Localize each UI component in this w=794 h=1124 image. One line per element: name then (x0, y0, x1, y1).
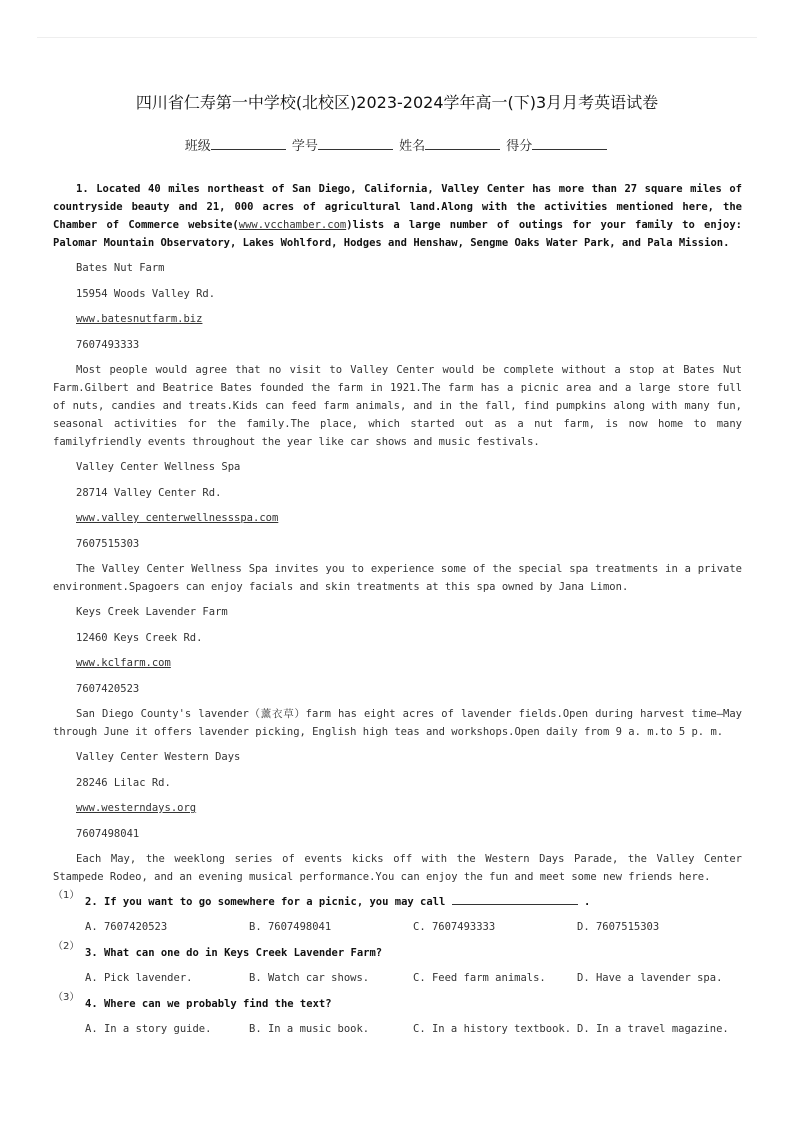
option-c[interactable]: C. Feed farm animals. (413, 972, 546, 984)
class-label: 班级 (184, 139, 211, 154)
question-2 (53, 941, 742, 993)
place-website (53, 310, 742, 336)
place-phone: 7607420523 (76, 682, 140, 695)
page-title: 四川省仁寿第一中学校(北校区)2023-2024学年高一(下)3月月考英语试卷 (135, 93, 659, 112)
question-1 (53, 890, 742, 942)
place-address: 12460 Keys Creek Rd. (76, 631, 203, 644)
place-lavender-farm (53, 603, 742, 741)
place-description: The Valley Center Wellness Spa invites you to experience some of the special spa treatments in a private environment.Spagoers can enjoy facials and skin treatments at this spa owned by Jana Limon. (53, 563, 742, 593)
question-number: （3） (53, 992, 80, 1003)
place-description: Most people would agree that no visit to Valley Center would be complete without a stop at Bates Nut Farm.Gilbert and Beatrice Bates founded the farm in 1921.The farm has a picnic area and a large store full of nuts, candies and treats.Kids can feed farm animals, and in the fall, find pumpkins along with many fun, seasonal activities for the family.The place, which started out as a nut farm, is now home to many familyfriendly events throughout the year like car shows and music festivals. (53, 364, 742, 448)
student-number-blank[interactable] (318, 137, 393, 150)
question-text: 2. If you want to go somewhere for a picnic, you may call . (85, 896, 591, 908)
place-name: Valley Center Wellness Spa (76, 461, 241, 473)
score-label: 得分 (506, 139, 533, 154)
option-list (53, 918, 742, 942)
option-list (53, 969, 742, 993)
place-name: Bates Nut Farm (76, 262, 165, 274)
student-info-line (0, 135, 794, 154)
place-bates-nut-farm (53, 259, 742, 451)
name-blank[interactable] (425, 137, 500, 150)
place-website-link[interactable]: www.valley centerwellnessspa.com (76, 512, 279, 524)
option-d[interactable]: D. Have a lavender spa. (577, 972, 723, 984)
place-website-link[interactable]: www.kclfarm.com (76, 657, 171, 669)
option-a[interactable]: A. In a story guide. (85, 1023, 212, 1035)
place-website (53, 799, 742, 825)
name-label: 姓名 (399, 139, 426, 154)
place-address: 28714 Valley Center Rd. (76, 486, 222, 499)
class-blank[interactable] (211, 137, 286, 150)
place-website-link[interactable]: www.westerndays.org (76, 802, 197, 814)
place-description: San Diego County's lavender（薰衣草）farm has eight acres of lavender fields.Open during harvest time—May through June it offers lavender picking, English high teas and workshops.Open daily from 9 a. m.to 5 p. m. (53, 708, 742, 738)
option-a[interactable]: A. Pick lavender. (85, 972, 193, 984)
option-d[interactable]: D. 7607515303 (577, 921, 660, 933)
option-c[interactable]: C. 7607493333 (413, 921, 496, 933)
place-phone: 7607515303 (76, 537, 140, 550)
place-website (53, 654, 742, 680)
question-number: （1） (53, 890, 80, 901)
option-c[interactable]: C. In a history textbook. (413, 1023, 572, 1035)
place-phone: 7607498041 (76, 827, 140, 840)
chamber-website-link[interactable]: www.vcchamber.com (238, 219, 347, 231)
intro-paragraph: 1. Located 40 miles northeast of San Diego, California, Valley Center has more than 27 square miles of countryside beauty and 21, 000 acres of agricultural land.Along with the activities mentioned here, the Chamber of Commerce website(www.vcchamber.com)lists a large number of outings for your family to enjoy: Palomar Mountain Observatory, Lakes Wohlford, Hodges and Henshaw, Sengme Oaks Water Park, and Pala Mission. (53, 183, 742, 249)
place-name: Keys Creek Lavender Farm (76, 606, 228, 618)
score-blank[interactable] (532, 137, 607, 150)
question-text: 4. Where can we probably find the text? (85, 998, 332, 1010)
question-text: 3. What can one do in Keys Creek Lavender Farm? (85, 947, 383, 959)
place-website (53, 509, 742, 535)
place-website-link[interactable]: www.batesnutfarm.biz (76, 313, 203, 325)
option-d[interactable]: D. In a travel magazine. (577, 1023, 729, 1035)
student-number-label: 学号 (291, 139, 318, 154)
question-3 (53, 992, 742, 1044)
question-number: （2） (53, 941, 80, 952)
place-address: 28246 Lilac Rd. (76, 776, 171, 789)
answer-blank[interactable] (452, 894, 578, 905)
option-b[interactable]: B. 7607498041 (249, 921, 332, 933)
place-phone: 7607493333 (76, 338, 140, 351)
option-a[interactable]: A. 7607420523 (85, 921, 168, 933)
place-name: Valley Center Western Days (76, 751, 241, 763)
place-western-days (53, 748, 742, 886)
option-list (53, 1020, 742, 1044)
place-wellness-spa (53, 458, 742, 596)
top-divider (37, 37, 757, 38)
option-b[interactable]: B. Watch car shows. (249, 972, 370, 984)
place-description: Each May, the weeklong series of events kicks off with the Western Days Parade, the Valley Center Stampede Rodeo, and an evening musical performance.You can enjoy the fun and meet some new friends here. (53, 853, 742, 883)
option-b[interactable]: B. In a music book. (249, 1023, 370, 1035)
passage-content (53, 180, 742, 1044)
place-address: 15954 Woods Valley Rd. (76, 287, 216, 300)
